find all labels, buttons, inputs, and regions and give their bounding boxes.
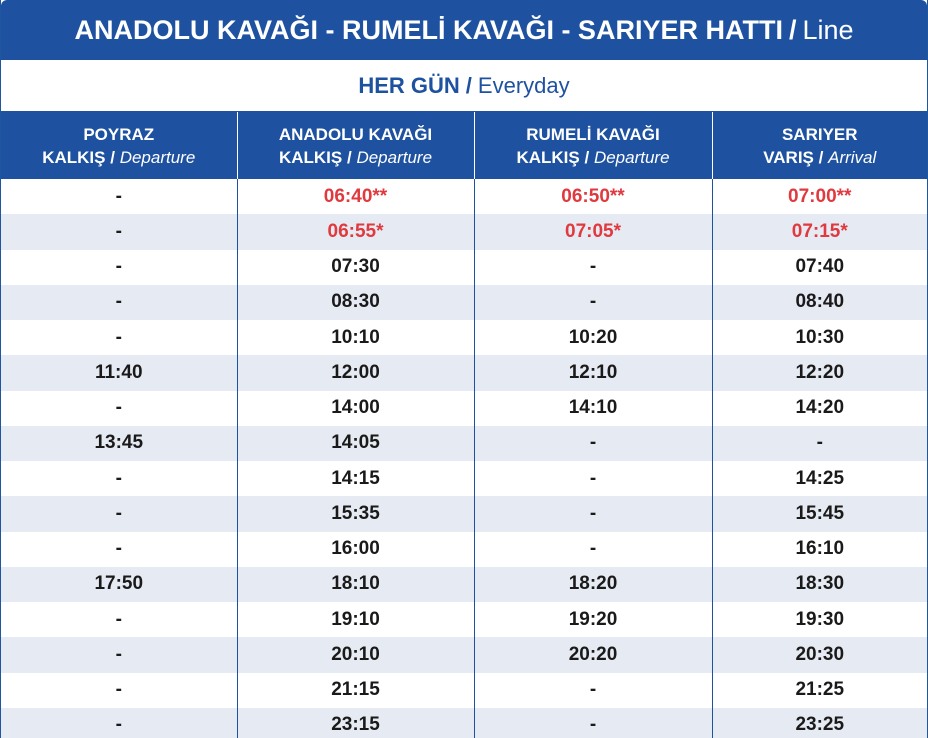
time-cell: - xyxy=(1,461,237,496)
time-cell: 23:25 xyxy=(712,708,927,738)
service-day-en: Everyday xyxy=(477,72,570,98)
time-cell: 23:15 xyxy=(237,708,474,738)
time-cell: 20:30 xyxy=(712,637,927,672)
time-cell: 18:10 xyxy=(237,567,474,602)
time-cell: 12:10 xyxy=(474,355,712,390)
column-header-en: Departure xyxy=(356,147,433,167)
column-header-tr: KALKIŞ xyxy=(42,147,106,167)
table-row xyxy=(1,602,927,637)
column-header-slash: / xyxy=(818,147,824,167)
time-cell: 14:05 xyxy=(237,426,474,461)
line-title-tr: ANADOLU KAVAĞI - RUMELİ KAVAĞI - SARIYER HATTI xyxy=(74,14,783,45)
time-cell: 12:20 xyxy=(712,355,927,390)
time-cell: - xyxy=(1,214,237,249)
table-row xyxy=(1,426,927,461)
time-cell: 06:50** xyxy=(474,179,712,214)
column-header-line1: SARIYER xyxy=(781,124,858,144)
column-header-slash: / xyxy=(110,147,115,167)
table-row xyxy=(1,637,927,672)
time-cell: 10:20 xyxy=(474,320,712,355)
time-cell: - xyxy=(1,673,237,708)
time-cell: - xyxy=(474,708,712,738)
time-cell: 19:10 xyxy=(237,602,474,637)
column-header-line1: ANADOLU KAVAĞI xyxy=(278,124,433,144)
time-cell: 06:40** xyxy=(237,179,474,214)
table-row xyxy=(1,391,927,426)
service-day xyxy=(1,60,927,112)
time-cell: 16:00 xyxy=(237,532,474,567)
time-cell: 10:30 xyxy=(712,320,927,355)
time-cell: 21:15 xyxy=(237,673,474,708)
time-cell: 20:20 xyxy=(474,637,712,672)
column-header-tr: VARIŞ xyxy=(763,147,814,167)
time-cell: 14:10 xyxy=(474,391,712,426)
column-header-en: Departure xyxy=(593,147,670,167)
time-cell: - xyxy=(1,179,237,214)
time-cell: - xyxy=(1,285,237,320)
time-cell: 14:00 xyxy=(237,391,474,426)
time-cell: 19:30 xyxy=(712,602,927,637)
time-cell: - xyxy=(1,496,237,531)
time-cell: - xyxy=(474,461,712,496)
time-cell: 06:55* xyxy=(237,214,474,249)
time-cell: - xyxy=(474,426,712,461)
time-cell: 14:20 xyxy=(712,391,927,426)
time-cell: 16:10 xyxy=(712,532,927,567)
line-title-en: Line xyxy=(802,14,854,45)
time-cell: - xyxy=(712,426,927,461)
time-cell: 11:40 xyxy=(1,355,237,390)
table-row xyxy=(1,673,927,708)
line-title-slash: / xyxy=(788,14,797,45)
service-day-tr: HER GÜN xyxy=(358,72,460,98)
table-row xyxy=(1,496,927,531)
column-header-en: Departure xyxy=(119,147,196,167)
schedule-body xyxy=(1,179,927,738)
time-cell: - xyxy=(1,320,237,355)
time-cell: 12:00 xyxy=(237,355,474,390)
column-header-slash: / xyxy=(346,147,352,167)
time-cell: 08:30 xyxy=(237,285,474,320)
column-header-line1: POYRAZ xyxy=(83,124,155,144)
table-row xyxy=(1,250,927,285)
time-cell: 20:10 xyxy=(237,637,474,672)
line-title xyxy=(1,0,927,60)
time-cell: - xyxy=(1,637,237,672)
time-cell: - xyxy=(1,602,237,637)
time-cell: 21:25 xyxy=(712,673,927,708)
time-cell: - xyxy=(474,285,712,320)
time-cell: - xyxy=(474,532,712,567)
time-cell: - xyxy=(1,391,237,426)
column-header-line1: RUMELİ KAVAĞI xyxy=(526,124,660,144)
table-row xyxy=(1,708,927,738)
time-cell: 07:40 xyxy=(712,250,927,285)
time-cell: - xyxy=(474,496,712,531)
time-cell: - xyxy=(1,250,237,285)
schedule-header-row xyxy=(1,112,927,179)
time-cell: 10:10 xyxy=(237,320,474,355)
time-cell: 15:45 xyxy=(712,496,927,531)
table-row xyxy=(1,320,927,355)
time-cell: 07:05* xyxy=(474,214,712,249)
time-cell: 07:15* xyxy=(712,214,927,249)
time-cell: - xyxy=(1,708,237,738)
time-cell: 08:40 xyxy=(712,285,927,320)
time-cell: - xyxy=(1,532,237,567)
time-cell: 15:35 xyxy=(237,496,474,531)
table-row xyxy=(1,285,927,320)
column-header-rumeli-kavagi xyxy=(474,112,712,179)
column-header-sariyer xyxy=(712,112,927,179)
table-row xyxy=(1,567,927,602)
schedule-table xyxy=(1,112,927,738)
time-cell: 07:00** xyxy=(712,179,927,214)
time-cell: - xyxy=(474,673,712,708)
time-cell: 19:20 xyxy=(474,602,712,637)
column-header-en: Arrival xyxy=(828,147,877,167)
time-cell: 18:30 xyxy=(712,567,927,602)
column-header-anadolu-kavagi xyxy=(237,112,474,179)
table-row xyxy=(1,532,927,567)
time-cell: 18:20 xyxy=(474,567,712,602)
table-row xyxy=(1,355,927,390)
column-header-slash: / xyxy=(584,147,590,167)
time-cell: 14:25 xyxy=(712,461,927,496)
time-cell: 17:50 xyxy=(1,567,237,602)
table-row xyxy=(1,214,927,249)
table-row xyxy=(1,461,927,496)
time-cell: 13:45 xyxy=(1,426,237,461)
service-day-slash: / xyxy=(465,72,472,98)
column-header-tr: KALKIŞ xyxy=(278,147,343,167)
time-cell: 14:15 xyxy=(237,461,474,496)
column-header-tr: KALKIŞ xyxy=(516,147,580,167)
time-cell: - xyxy=(474,250,712,285)
time-cell: 07:30 xyxy=(237,250,474,285)
column-header-poyraz xyxy=(1,112,237,179)
table-row xyxy=(1,179,927,214)
